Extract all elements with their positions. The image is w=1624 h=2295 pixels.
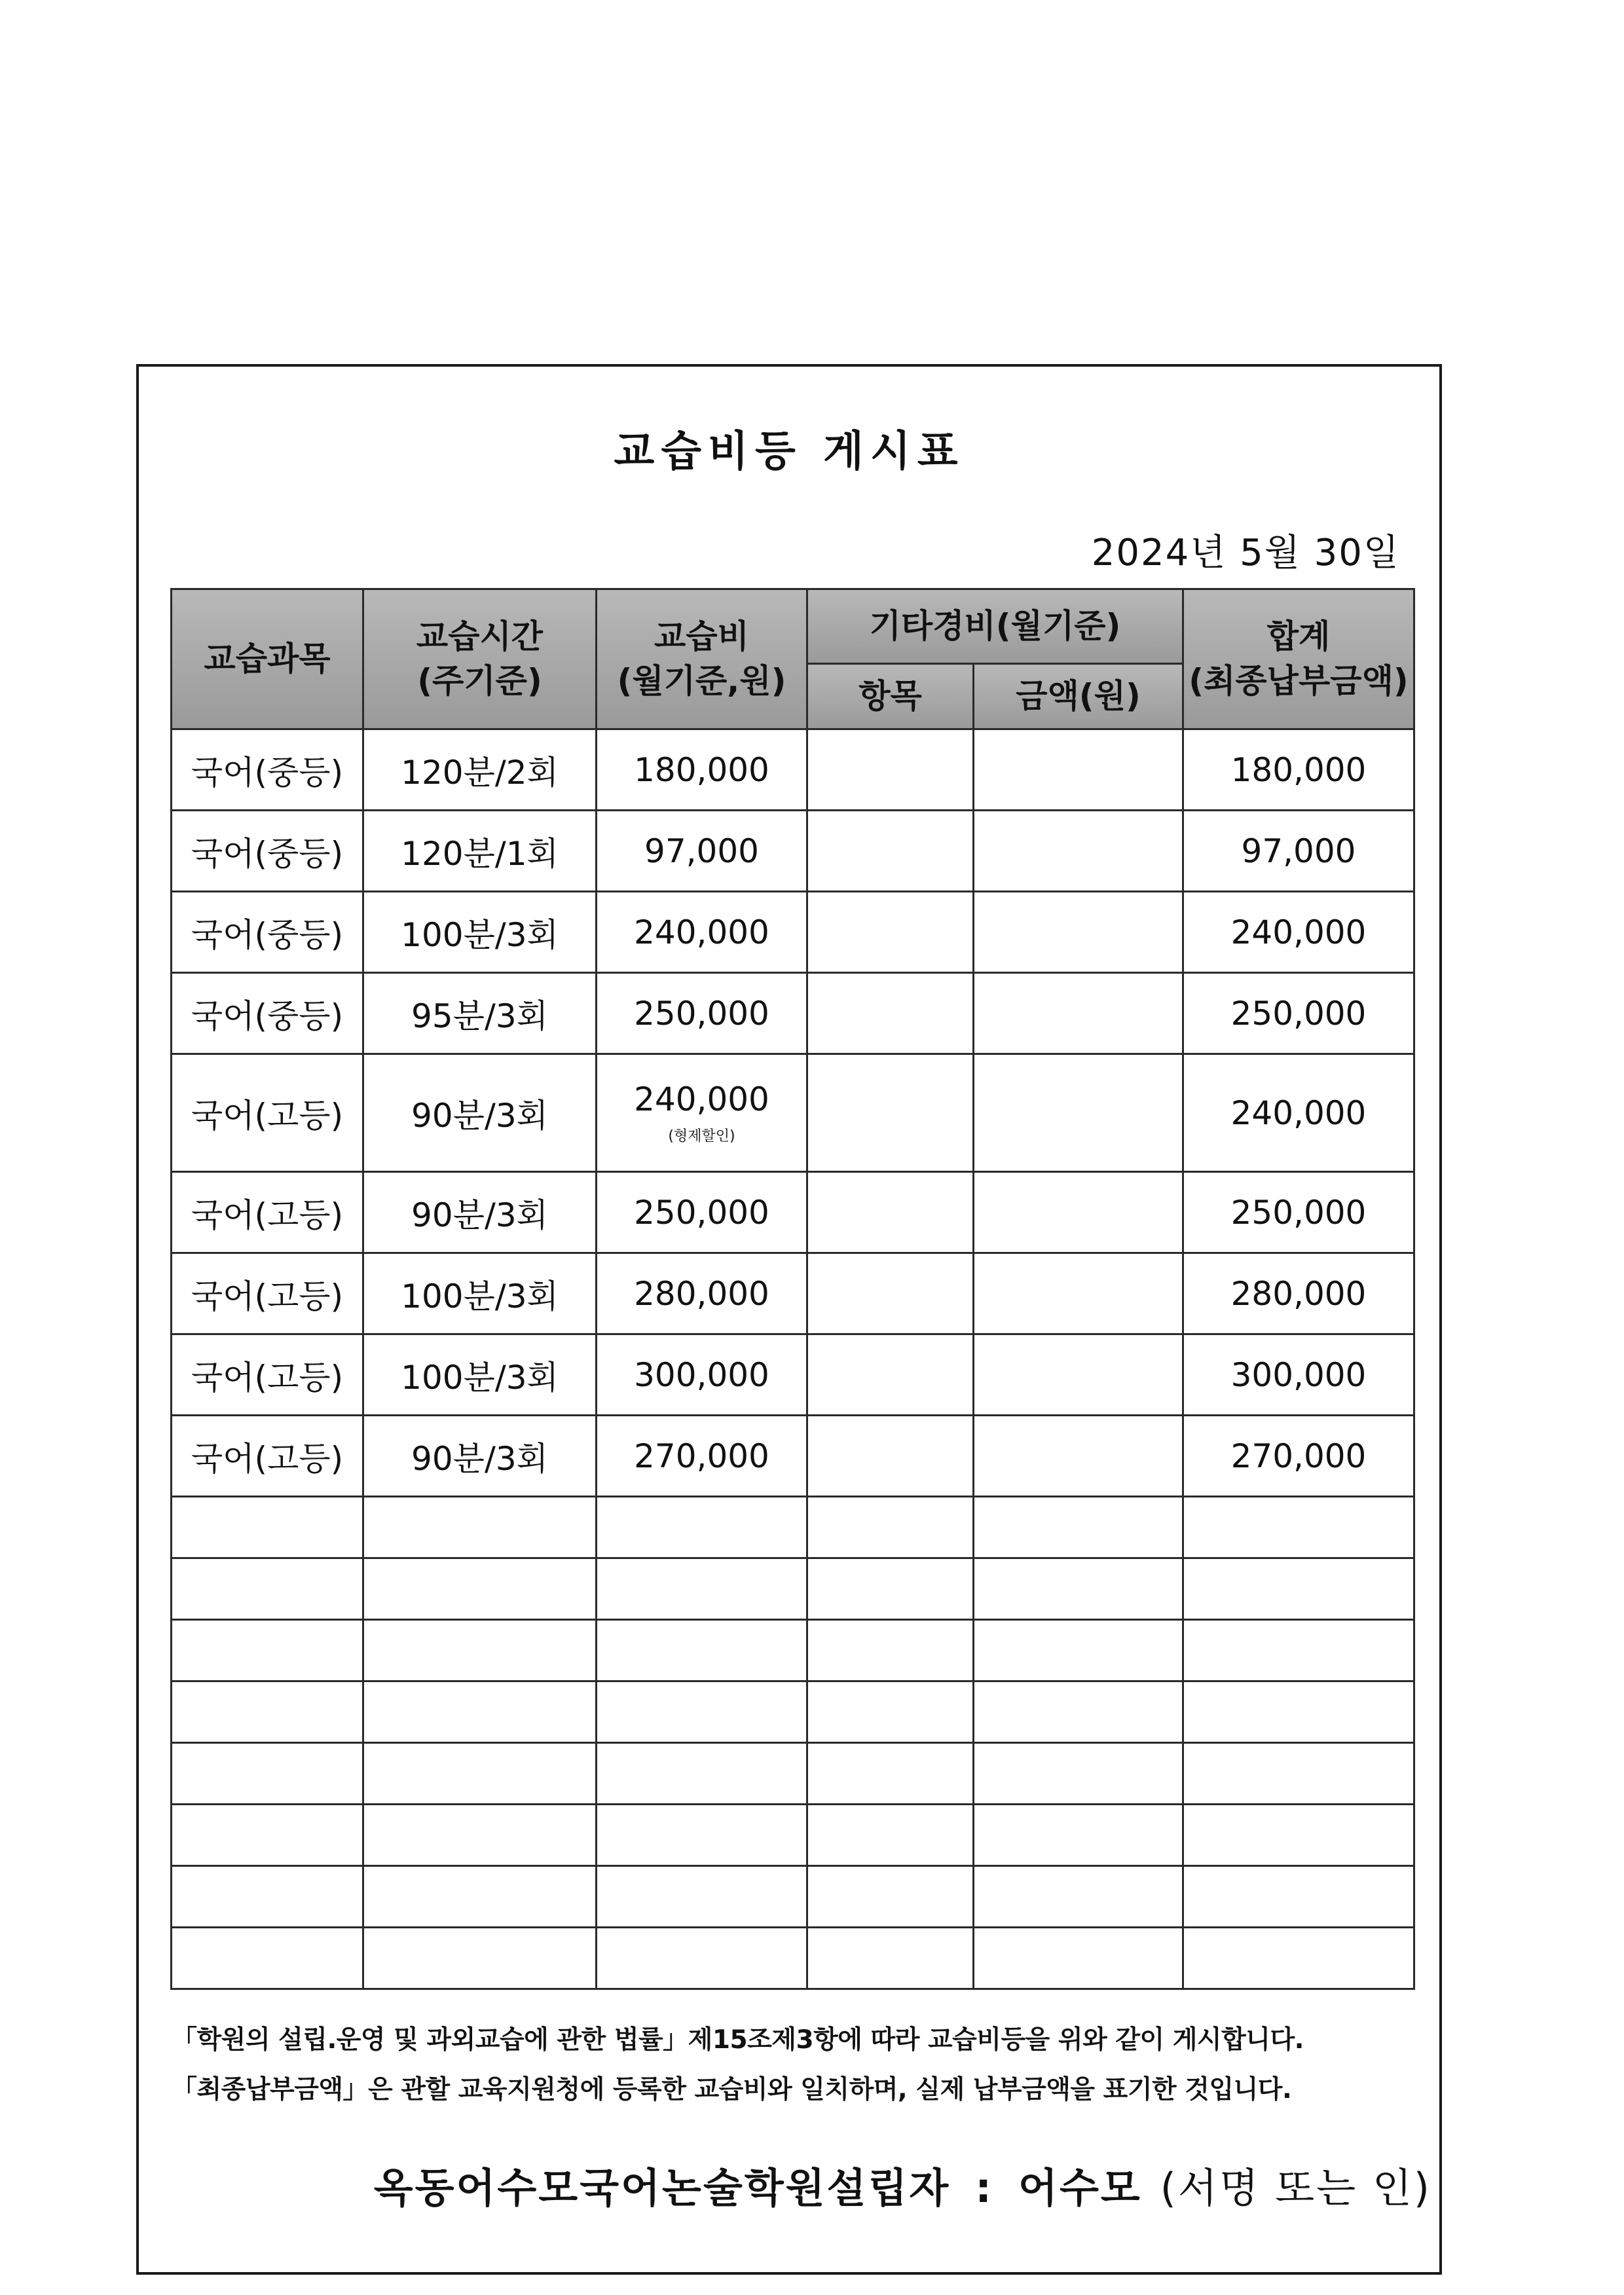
signature-name: 어수모 xyxy=(1018,2164,1142,2212)
cell-fee xyxy=(597,1054,807,1172)
founder-signature xyxy=(374,2156,1431,2214)
header-hours xyxy=(363,589,597,729)
cell-fee: 280,000 xyxy=(597,1253,807,1334)
cell-total: 180,000 xyxy=(1183,729,1414,811)
signature-suffix: (서명 또는 인) xyxy=(1160,2164,1431,2212)
posting-date: 2024년 5월 30일 xyxy=(1091,532,1400,574)
cell-fee: 240,000 xyxy=(597,892,807,973)
cell-fee: 97,000 xyxy=(597,811,807,892)
empty-row xyxy=(172,1681,1414,1743)
table-row xyxy=(172,1054,1414,1172)
cell-subject: 국어(고등) xyxy=(172,1416,363,1497)
empty-row xyxy=(172,1866,1414,1928)
header-total-line1: 합계 xyxy=(1266,617,1331,655)
header-fee-line2: (월기준,원) xyxy=(617,661,786,700)
table-row xyxy=(172,892,1414,973)
table-row xyxy=(172,811,1414,892)
cell-subject: 국어(중등) xyxy=(172,729,363,811)
header-other-expenses: 기타경비(월기준) xyxy=(807,589,1183,664)
cell-other-amount xyxy=(974,1054,1183,1172)
legal-notice-line1: 「학원의 설립.운영 및 과외교습에 관한 법률」제15조제3항에 따라 교습비등을 위와 같이 게시합니다. xyxy=(172,2025,1304,2055)
cell-fee: 270,000 xyxy=(597,1416,807,1497)
cell-other-amount xyxy=(974,973,1183,1054)
cell-subject: 국어(중등) xyxy=(172,892,363,973)
cell-hours: 100분/3회 xyxy=(363,892,597,973)
table-row xyxy=(172,973,1414,1054)
cell-subject: 국어(중등) xyxy=(172,811,363,892)
cell-other-item xyxy=(807,1054,974,1172)
cell-total: 280,000 xyxy=(1183,1253,1414,1334)
header-other-amount: 금액(원) xyxy=(974,664,1183,729)
table-row xyxy=(172,1172,1414,1253)
cell-total: 300,000 xyxy=(1183,1334,1414,1416)
cell-fee: 250,000 xyxy=(597,973,807,1054)
cell-other-amount xyxy=(974,1416,1183,1497)
header-other-item: 항목 xyxy=(807,664,974,729)
cell-other-amount xyxy=(974,729,1183,811)
empty-row xyxy=(172,1805,1414,1866)
cell-fee: 180,000 xyxy=(597,729,807,811)
cell-hours: 100분/3회 xyxy=(363,1334,597,1416)
cell-other-item xyxy=(807,1253,974,1334)
fee-notice-board xyxy=(136,364,1442,2275)
table-row xyxy=(172,729,1414,811)
cell-hours: 90분/3회 xyxy=(363,1416,597,1497)
cell-other-amount xyxy=(974,1172,1183,1253)
cell-subject: 국어(고등) xyxy=(172,1334,363,1416)
cell-other-item xyxy=(807,1172,974,1253)
header-fee-line1: 교습비 xyxy=(654,617,749,655)
table-row xyxy=(172,1253,1414,1334)
header-hours-line2: (주기준) xyxy=(417,661,542,700)
table-row xyxy=(172,1334,1414,1416)
cell-hours: 100분/3회 xyxy=(363,1253,597,1334)
cell-hours: 95분/3회 xyxy=(363,973,597,1054)
cell-other-amount xyxy=(974,892,1183,973)
fee-table xyxy=(170,588,1415,1990)
cell-other-item xyxy=(807,892,974,973)
cell-fee: 300,000 xyxy=(597,1334,807,1416)
cell-fee-value: 240,000 xyxy=(634,1080,769,1118)
cell-hours: 120분/2회 xyxy=(363,729,597,811)
cell-subject: 국어(고등) xyxy=(172,1253,363,1334)
header-subject: 교습과목 xyxy=(172,589,363,729)
cell-other-item xyxy=(807,973,974,1054)
cell-other-item xyxy=(807,1334,974,1416)
header-fee xyxy=(597,589,807,729)
cell-hours: 120분/1회 xyxy=(363,811,597,892)
table-row xyxy=(172,1416,1414,1497)
empty-row xyxy=(172,1743,1414,1805)
legal-notice-line2: 「최종납부금액」은 관할 교육지원청에 등록한 교습비와 일치하며, 실제 납부금액을 표기한 것입니다. xyxy=(172,2075,1292,2104)
cell-hours: 90분/3회 xyxy=(363,1172,597,1253)
cell-other-item xyxy=(807,1416,974,1497)
header-hours-line1: 교습시간 xyxy=(416,617,544,655)
cell-subject: 국어(고등) xyxy=(172,1172,363,1253)
cell-other-amount xyxy=(974,1334,1183,1416)
empty-row xyxy=(172,1558,1414,1620)
cell-other-item xyxy=(807,811,974,892)
page-title: 교습비등 게시표 xyxy=(614,428,965,476)
cell-total: 240,000 xyxy=(1183,1054,1414,1172)
header-total-line2: (최종납부금액) xyxy=(1189,661,1409,700)
signature-label: 옥동어수모국어논술학원설립자 xyxy=(373,2164,951,2212)
cell-subject: 국어(중등) xyxy=(172,973,363,1054)
cell-total: 240,000 xyxy=(1183,892,1414,973)
cell-other-amount xyxy=(974,811,1183,892)
cell-other-item xyxy=(807,729,974,811)
cell-total: 250,000 xyxy=(1183,1172,1414,1253)
signature-separator: : xyxy=(975,2164,994,2212)
cell-total: 270,000 xyxy=(1183,1416,1414,1497)
cell-total: 250,000 xyxy=(1183,973,1414,1054)
sibling-discount-note: (형제할인) xyxy=(668,1128,735,1145)
empty-row xyxy=(172,1620,1414,1681)
header-total xyxy=(1183,589,1414,729)
cell-total: 97,000 xyxy=(1183,811,1414,892)
cell-hours: 90분/3회 xyxy=(363,1054,597,1172)
empty-row xyxy=(172,1928,1414,1989)
cell-fee: 250,000 xyxy=(597,1172,807,1253)
cell-subject: 국어(고등) xyxy=(172,1054,363,1172)
cell-other-amount xyxy=(974,1253,1183,1334)
empty-row xyxy=(172,1497,1414,1558)
